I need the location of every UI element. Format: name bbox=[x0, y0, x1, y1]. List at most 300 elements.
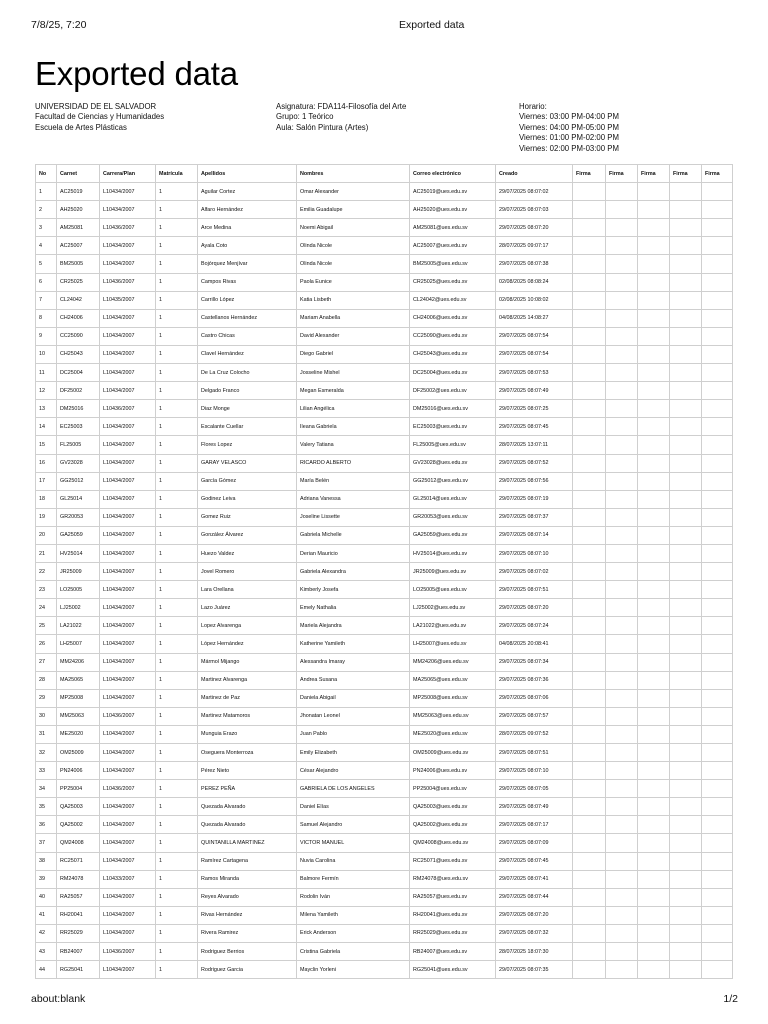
signature-cell bbox=[606, 780, 638, 798]
signature-cell bbox=[670, 943, 702, 961]
table-cell: AH25020 bbox=[57, 201, 100, 219]
table-cell: GG25012 bbox=[57, 472, 100, 490]
signature-cell bbox=[670, 563, 702, 581]
table-cell: Arce Medina bbox=[198, 219, 297, 237]
column-header: Firma bbox=[670, 165, 702, 183]
signature-cell bbox=[606, 816, 638, 834]
table-cell: 1 bbox=[156, 870, 198, 888]
signature-cell bbox=[702, 689, 733, 707]
table-cell: L10434/2007 bbox=[100, 888, 156, 906]
table-cell: 1 bbox=[156, 671, 198, 689]
table-row bbox=[36, 617, 733, 635]
table-cell: 29/07/2025 08:07:38 bbox=[496, 255, 573, 273]
table-cell: 1 bbox=[156, 780, 198, 798]
signature-cell bbox=[606, 454, 638, 472]
signature-cell bbox=[606, 183, 638, 201]
table-cell: 29/07/2025 08:07:57 bbox=[496, 707, 573, 725]
table-cell: 1 bbox=[156, 454, 198, 472]
table-cell: Diego Gabriel bbox=[297, 345, 410, 363]
signature-cell bbox=[638, 798, 670, 816]
table-cell: AM25081@ues.edu.sv bbox=[410, 219, 496, 237]
signature-cell bbox=[638, 653, 670, 671]
table-cell: 1 bbox=[156, 291, 198, 309]
table-cell: 13 bbox=[36, 400, 57, 418]
signature-cell bbox=[606, 345, 638, 363]
table-cell: 1 bbox=[156, 219, 198, 237]
signature-cell bbox=[670, 635, 702, 653]
table-cell: Martinez Alvarenga bbox=[198, 671, 297, 689]
table-cell: AM25081 bbox=[57, 219, 100, 237]
signature-cell bbox=[670, 888, 702, 906]
table-cell: 1 bbox=[156, 237, 198, 255]
table-cell: Emilia Guadalupe bbox=[297, 201, 410, 219]
table-cell: 29/07/2025 08:07:09 bbox=[496, 834, 573, 852]
signature-cell bbox=[573, 834, 606, 852]
table-row bbox=[36, 563, 733, 581]
table-row bbox=[36, 888, 733, 906]
signature-cell bbox=[573, 183, 606, 201]
table-cell: 1 bbox=[156, 617, 198, 635]
table-cell: DF25002@ues.edu.sv bbox=[410, 382, 496, 400]
table-cell: 29/07/2025 08:07:49 bbox=[496, 382, 573, 400]
signature-cell bbox=[606, 508, 638, 526]
signature-cell bbox=[573, 273, 606, 291]
table-cell: L10434/2007 bbox=[100, 671, 156, 689]
table-cell: L10434/2007 bbox=[100, 327, 156, 345]
table-cell: Martinez Matamoros bbox=[198, 707, 297, 725]
signature-cell bbox=[638, 671, 670, 689]
table-cell: DM25016@ues.edu.sv bbox=[410, 400, 496, 418]
signature-cell bbox=[606, 418, 638, 436]
table-cell: LJ25002 bbox=[57, 599, 100, 617]
table-cell: L10434/2007 bbox=[100, 345, 156, 363]
signature-cell bbox=[606, 364, 638, 382]
table-cell: Godinez Leiva bbox=[198, 490, 297, 508]
table-cell: L10436/2007 bbox=[100, 943, 156, 961]
signature-cell bbox=[670, 780, 702, 798]
table-row bbox=[36, 291, 733, 309]
table-cell: 1 bbox=[156, 472, 198, 490]
table-cell: 1 bbox=[156, 201, 198, 219]
signature-cell bbox=[670, 744, 702, 762]
table-cell: ME25020 bbox=[57, 725, 100, 743]
table-cell: L10434/2007 bbox=[100, 436, 156, 454]
signature-cell bbox=[638, 400, 670, 418]
signature-cell bbox=[702, 599, 733, 617]
signature-cell bbox=[606, 707, 638, 725]
table-cell: L10434/2007 bbox=[100, 490, 156, 508]
table-cell: Flores Lopez bbox=[198, 436, 297, 454]
table-cell: QA25002@ues.edu.sv bbox=[410, 816, 496, 834]
table-cell: Lara Orellana bbox=[198, 581, 297, 599]
table-cell: Joseline Lissette bbox=[297, 508, 410, 526]
signature-cell bbox=[638, 924, 670, 942]
table-cell: HV25014@ues.edu.sv bbox=[410, 544, 496, 562]
signature-cell bbox=[573, 924, 606, 942]
table-cell: 1 bbox=[156, 725, 198, 743]
table-cell: Balmore Fermín bbox=[297, 870, 410, 888]
table-cell: Bojórquez Menjívar bbox=[198, 255, 297, 273]
table-cell: Daniela Abigail bbox=[297, 689, 410, 707]
signature-cell bbox=[573, 327, 606, 345]
table-cell: 29/07/2025 08:07:25 bbox=[496, 400, 573, 418]
table-cell: 24 bbox=[36, 599, 57, 617]
signature-cell bbox=[702, 762, 733, 780]
signature-cell bbox=[702, 255, 733, 273]
signature-cell bbox=[702, 219, 733, 237]
table-cell: 04/08/2025 14:08:27 bbox=[496, 309, 573, 327]
table-cell: RH20041 bbox=[57, 906, 100, 924]
table-cell: González Álvarez bbox=[198, 526, 297, 544]
table-cell: 2 bbox=[36, 201, 57, 219]
table-cell: LJ25002@ues.edu.sv bbox=[410, 599, 496, 617]
signature-cell bbox=[573, 780, 606, 798]
table-cell: 32 bbox=[36, 744, 57, 762]
table-cell: L10434/2007 bbox=[100, 183, 156, 201]
table-cell: GARAY VELASCO bbox=[198, 454, 297, 472]
table-cell: 7 bbox=[36, 291, 57, 309]
signature-cell bbox=[606, 201, 638, 219]
schedule-slot: Viernes: 02:00 PM-03:00 PM bbox=[519, 143, 619, 153]
column-header: Creado bbox=[496, 165, 573, 183]
table-cell: BM25005@ues.edu.sv bbox=[410, 255, 496, 273]
signature-cell bbox=[606, 544, 638, 562]
signature-cell bbox=[638, 744, 670, 762]
signature-cell bbox=[670, 364, 702, 382]
table-cell: López Hernández bbox=[198, 635, 297, 653]
signature-cell bbox=[573, 490, 606, 508]
table-cell: CR25025 bbox=[57, 273, 100, 291]
table-body bbox=[36, 183, 733, 979]
signature-cell bbox=[670, 834, 702, 852]
table-cell: DC25004 bbox=[57, 364, 100, 382]
table-cell: 36 bbox=[36, 816, 57, 834]
table-cell: Ayala Coto bbox=[198, 237, 297, 255]
schedule-label: Horario: bbox=[519, 102, 547, 111]
table-cell: Milena Yamileth bbox=[297, 906, 410, 924]
table-row bbox=[36, 744, 733, 762]
signature-cell bbox=[638, 327, 670, 345]
table-cell: LA21022@ues.edu.sv bbox=[410, 617, 496, 635]
signature-cell bbox=[573, 888, 606, 906]
table-cell: 27 bbox=[36, 653, 57, 671]
table-cell: L10434/2007 bbox=[100, 309, 156, 327]
table-cell: GA25059 bbox=[57, 526, 100, 544]
table-row bbox=[36, 382, 733, 400]
table-cell: MM25063 bbox=[57, 707, 100, 725]
table-cell: 29/07/2025 08:07:54 bbox=[496, 327, 573, 345]
table-cell: 29/07/2025 08:07:45 bbox=[496, 852, 573, 870]
table-cell: 1 bbox=[156, 943, 198, 961]
print-page-title: Exported data bbox=[399, 19, 465, 31]
table-cell: Emily Elizabeth bbox=[297, 744, 410, 762]
table-row bbox=[36, 635, 733, 653]
table-cell: L10434/2007 bbox=[100, 201, 156, 219]
table-cell: PN24006@ues.edu.sv bbox=[410, 762, 496, 780]
signature-cell bbox=[702, 888, 733, 906]
table-row bbox=[36, 852, 733, 870]
table-cell: Lazo Juárez bbox=[198, 599, 297, 617]
table-cell: RG25041 bbox=[57, 961, 100, 979]
table-cell: RH20041@ues.edu.sv bbox=[410, 906, 496, 924]
table-cell: GV23028 bbox=[57, 454, 100, 472]
table-row bbox=[36, 581, 733, 599]
table-cell: QM24008 bbox=[57, 834, 100, 852]
table-cell: 1 bbox=[156, 526, 198, 544]
column-header: Apellidos bbox=[198, 165, 297, 183]
signature-cell bbox=[573, 852, 606, 870]
table-cell: QA25003@ues.edu.sv bbox=[410, 798, 496, 816]
table-cell: L10434/2007 bbox=[100, 255, 156, 273]
signature-cell bbox=[573, 961, 606, 979]
table-cell: RM24078@ues.edu.sv bbox=[410, 870, 496, 888]
table-cell: DM25016 bbox=[57, 400, 100, 418]
signature-cell bbox=[638, 888, 670, 906]
table-cell: L10434/2007 bbox=[100, 526, 156, 544]
table-row bbox=[36, 237, 733, 255]
signature-cell bbox=[670, 255, 702, 273]
course-subject: Asignatura: FDA114-Filosofía del Arte bbox=[276, 102, 407, 111]
table-cell: RR25029@ues.edu.sv bbox=[410, 924, 496, 942]
table-cell: GL25014 bbox=[57, 490, 100, 508]
table-cell: Huezo Valdez bbox=[198, 544, 297, 562]
table-row bbox=[36, 327, 733, 345]
table-cell: Rodriguez Garcia bbox=[198, 961, 297, 979]
signature-cell bbox=[702, 436, 733, 454]
table-cell: LA21022 bbox=[57, 617, 100, 635]
signature-cell bbox=[670, 183, 702, 201]
signature-cell bbox=[573, 291, 606, 309]
signature-cell bbox=[670, 798, 702, 816]
table-cell: 1 bbox=[156, 309, 198, 327]
signature-cell bbox=[573, 671, 606, 689]
table-cell: María Belén bbox=[297, 472, 410, 490]
table-cell: L10434/2007 bbox=[100, 563, 156, 581]
table-cell: 4 bbox=[36, 237, 57, 255]
signature-cell bbox=[702, 382, 733, 400]
signature-cell bbox=[606, 852, 638, 870]
signature-cell bbox=[573, 454, 606, 472]
signature-cell bbox=[670, 418, 702, 436]
signature-cell bbox=[573, 725, 606, 743]
table-cell: DF25002 bbox=[57, 382, 100, 400]
signature-cell bbox=[638, 707, 670, 725]
signature-cell bbox=[638, 436, 670, 454]
signature-cell bbox=[606, 834, 638, 852]
signature-cell bbox=[638, 183, 670, 201]
table-cell: EC25003@ues.edu.sv bbox=[410, 418, 496, 436]
signature-cell bbox=[670, 906, 702, 924]
signature-cell bbox=[573, 635, 606, 653]
signature-cell bbox=[573, 508, 606, 526]
signature-cell bbox=[573, 418, 606, 436]
signature-cell bbox=[606, 888, 638, 906]
table-cell: Mariela Alejandra bbox=[297, 617, 410, 635]
table-cell: 38 bbox=[36, 852, 57, 870]
table-cell: 26 bbox=[36, 635, 57, 653]
signature-cell bbox=[573, 599, 606, 617]
signature-cell bbox=[638, 237, 670, 255]
table-row bbox=[36, 400, 733, 418]
signature-cell bbox=[670, 201, 702, 219]
table-cell: 1 bbox=[156, 400, 198, 418]
table-cell: 1 bbox=[156, 798, 198, 816]
signature-cell bbox=[702, 744, 733, 762]
signature-cell bbox=[702, 400, 733, 418]
table-cell: Gabriela Michelle bbox=[297, 526, 410, 544]
signature-cell bbox=[573, 689, 606, 707]
signature-cell bbox=[606, 219, 638, 237]
table-row bbox=[36, 870, 733, 888]
table-cell: 1 bbox=[36, 183, 57, 201]
table-cell: Escalante Cuellar bbox=[198, 418, 297, 436]
signature-cell bbox=[702, 327, 733, 345]
table-row bbox=[36, 943, 733, 961]
table-cell: 29/07/2025 08:07:35 bbox=[496, 961, 573, 979]
table-cell: Andrea Susana bbox=[297, 671, 410, 689]
signature-cell bbox=[670, 689, 702, 707]
table-cell: 29/07/2025 08:07:49 bbox=[496, 798, 573, 816]
signature-cell bbox=[573, 617, 606, 635]
table-cell: 1 bbox=[156, 816, 198, 834]
signature-cell bbox=[638, 816, 670, 834]
signature-cell bbox=[670, 762, 702, 780]
table-cell: 1 bbox=[156, 364, 198, 382]
schedule-info bbox=[519, 102, 619, 154]
table-row bbox=[36, 508, 733, 526]
signature-cell bbox=[606, 526, 638, 544]
table-cell: Diaz Monge bbox=[198, 400, 297, 418]
table-cell: García Gómez bbox=[198, 472, 297, 490]
table-row bbox=[36, 653, 733, 671]
table-cell: L10436/2007 bbox=[100, 400, 156, 418]
table-cell: L10433/2007 bbox=[100, 870, 156, 888]
signature-cell bbox=[606, 237, 638, 255]
table-cell: Paola Eunice bbox=[297, 273, 410, 291]
table-cell: PEREZ PEÑA bbox=[198, 780, 297, 798]
table-row bbox=[36, 725, 733, 743]
signature-cell bbox=[702, 490, 733, 508]
table-cell: L10434/2007 bbox=[100, 744, 156, 762]
table-cell: 44 bbox=[36, 961, 57, 979]
table-cell: 1 bbox=[156, 273, 198, 291]
signature-cell bbox=[702, 943, 733, 961]
signature-cell bbox=[606, 599, 638, 617]
table-cell: GR20053@ues.edu.sv bbox=[410, 508, 496, 526]
table-cell: 29/07/2025 08:07:32 bbox=[496, 924, 573, 942]
table-cell: 10 bbox=[36, 345, 57, 363]
table-cell: CC25090 bbox=[57, 327, 100, 345]
table-cell: AC25007 bbox=[57, 237, 100, 255]
signature-cell bbox=[638, 834, 670, 852]
signature-cell bbox=[573, 707, 606, 725]
table-cell: 29/07/2025 08:07:54 bbox=[496, 345, 573, 363]
signature-cell bbox=[670, 454, 702, 472]
signature-cell bbox=[670, 508, 702, 526]
table-cell: LO25005 bbox=[57, 581, 100, 599]
signature-cell bbox=[638, 219, 670, 237]
column-header: No bbox=[36, 165, 57, 183]
schedule-slot: Viernes: 03:00 PM-04:00 PM bbox=[519, 112, 619, 122]
table-row bbox=[36, 255, 733, 273]
table-cell: RA25057 bbox=[57, 888, 100, 906]
signature-cell bbox=[638, 472, 670, 490]
signature-cell bbox=[606, 472, 638, 490]
table-cell: 1 bbox=[156, 635, 198, 653]
signature-cell bbox=[573, 563, 606, 581]
signature-cell bbox=[638, 563, 670, 581]
signature-cell bbox=[606, 906, 638, 924]
table-cell: GA25059@ues.edu.sv bbox=[410, 526, 496, 544]
table-cell: L10435/2007 bbox=[100, 291, 156, 309]
signature-cell bbox=[573, 762, 606, 780]
table-cell: AH25020@ues.edu.sv bbox=[410, 201, 496, 219]
table-cell: Mayclin Yorleni bbox=[297, 961, 410, 979]
table-cell: RG25041@ues.edu.sv bbox=[410, 961, 496, 979]
signature-cell bbox=[606, 961, 638, 979]
table-cell: 16 bbox=[36, 454, 57, 472]
column-header: Firma bbox=[573, 165, 606, 183]
table-cell: Lopez Alvarenga bbox=[198, 617, 297, 635]
signature-cell bbox=[606, 924, 638, 942]
table-cell: 28/07/2025 13:07:11 bbox=[496, 436, 573, 454]
table-cell: L10434/2007 bbox=[100, 418, 156, 436]
signature-cell bbox=[606, 798, 638, 816]
signature-cell bbox=[606, 943, 638, 961]
signature-cell bbox=[670, 219, 702, 237]
table-cell: Castellanos Hernández bbox=[198, 309, 297, 327]
table-row bbox=[36, 599, 733, 617]
table-cell: 40 bbox=[36, 888, 57, 906]
table-cell: Jovel Romero bbox=[198, 563, 297, 581]
table-cell: L10434/2007 bbox=[100, 544, 156, 562]
table-row bbox=[36, 707, 733, 725]
table-cell: DC25004@ues.edu.sv bbox=[410, 364, 496, 382]
table-row bbox=[36, 961, 733, 979]
signature-cell bbox=[573, 400, 606, 418]
table-cell: Quezada Alvarado bbox=[198, 816, 297, 834]
table-cell: 29/07/2025 08:07:51 bbox=[496, 581, 573, 599]
table-cell: GL25014@ues.edu.sv bbox=[410, 490, 496, 508]
signature-cell bbox=[638, 526, 670, 544]
table-cell: L10434/2007 bbox=[100, 635, 156, 653]
document-title: Exported data bbox=[35, 55, 238, 92]
signature-cell bbox=[573, 798, 606, 816]
signature-cell bbox=[670, 382, 702, 400]
table-cell: QUINTANILLA MARTINEZ bbox=[198, 834, 297, 852]
print-header bbox=[31, 19, 738, 33]
table-cell: 21 bbox=[36, 544, 57, 562]
table-cell: 14 bbox=[36, 418, 57, 436]
table-cell: 1 bbox=[156, 744, 198, 762]
signature-cell bbox=[638, 689, 670, 707]
signature-cell bbox=[606, 744, 638, 762]
table-cell: 34 bbox=[36, 780, 57, 798]
table-cell: 29/07/2025 08:07:44 bbox=[496, 888, 573, 906]
table-cell: 1 bbox=[156, 563, 198, 581]
table-cell: ME25020@ues.edu.sv bbox=[410, 725, 496, 743]
signature-cell bbox=[670, 327, 702, 345]
table-cell: Cristina Gabriela bbox=[297, 943, 410, 961]
table-cell: 41 bbox=[36, 906, 57, 924]
table-cell: L10434/2007 bbox=[100, 617, 156, 635]
table-cell: 1 bbox=[156, 852, 198, 870]
table-cell: 29/07/2025 08:07:45 bbox=[496, 418, 573, 436]
signature-cell bbox=[670, 870, 702, 888]
table-cell: PN24006 bbox=[57, 762, 100, 780]
table-cell: 11 bbox=[36, 364, 57, 382]
signature-cell bbox=[606, 762, 638, 780]
